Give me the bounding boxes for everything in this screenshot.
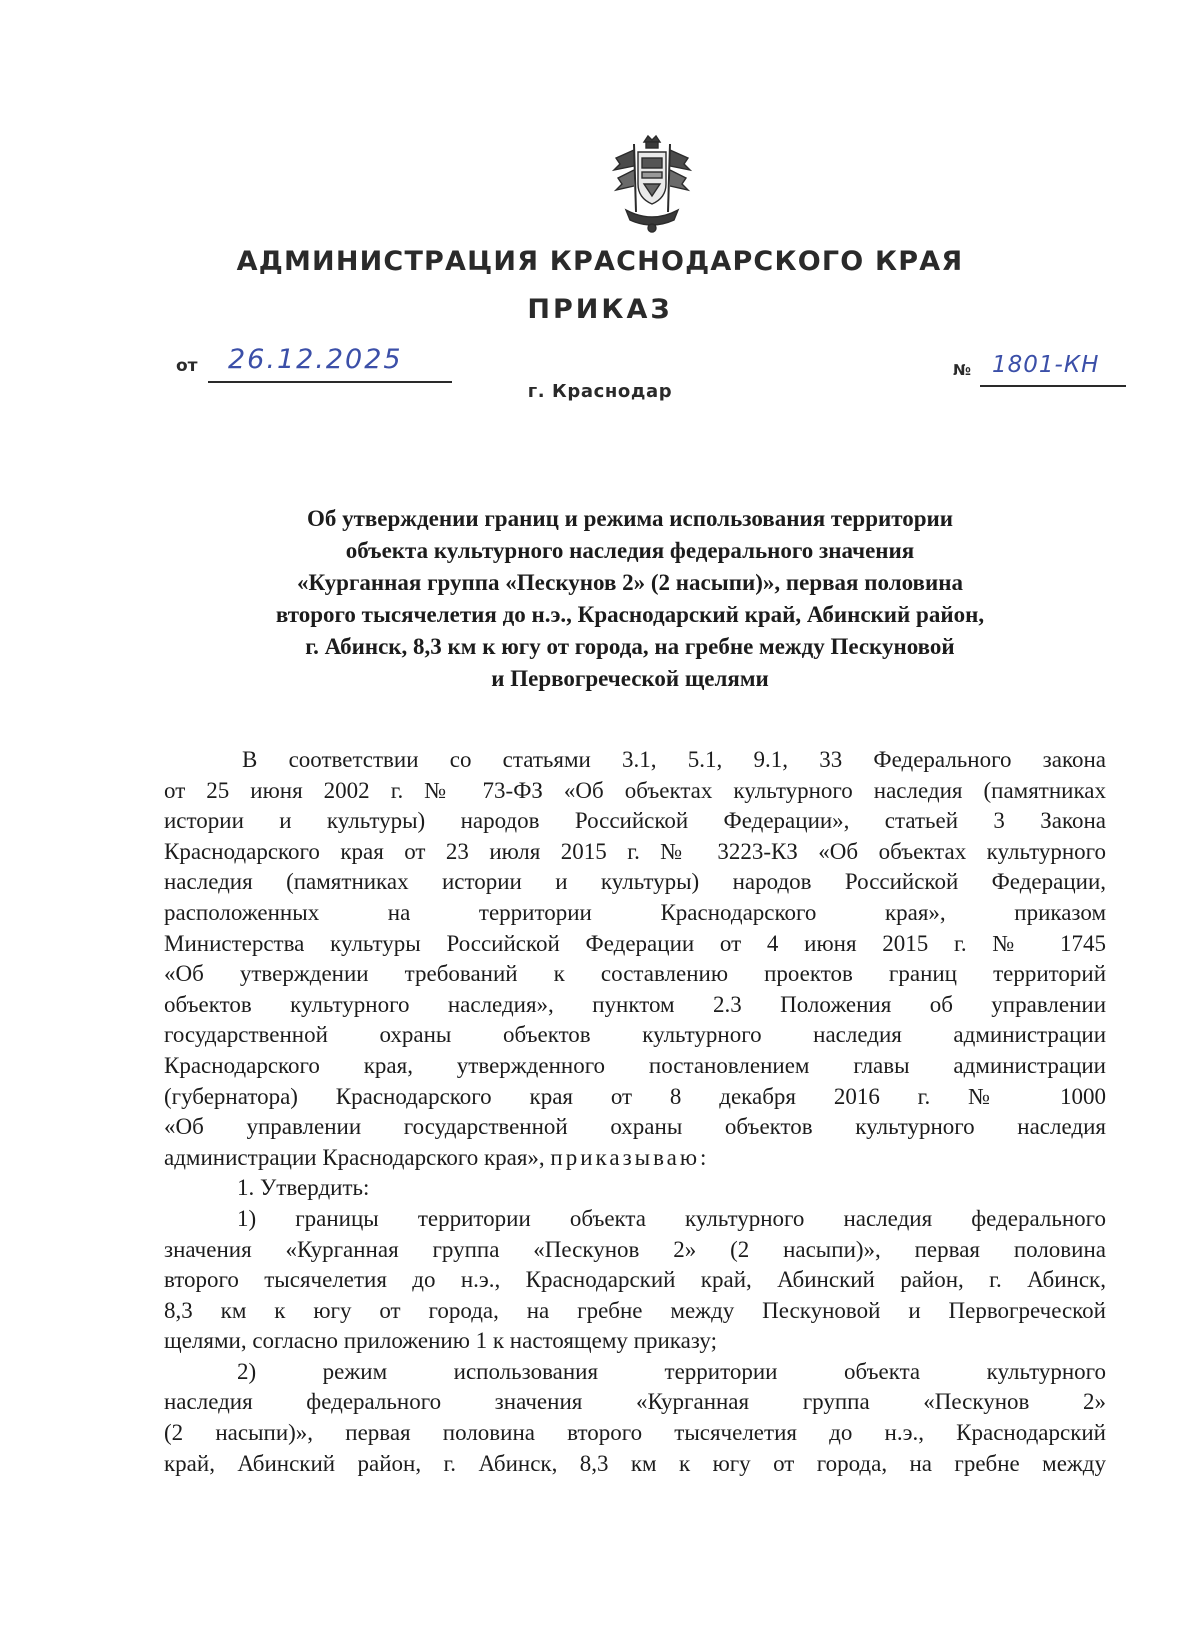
body-line: наследия федерального значения «Курганная группа «Пескунов 2» bbox=[164, 1389, 1106, 1415]
organization-title: АДМИНИСТРАЦИЯ КРАСНОДАРСКОГО КРАЯ bbox=[236, 246, 964, 277]
body-line: «Об утверждении требований к составлению проектов границ территорий bbox=[164, 961, 1106, 987]
document-type: ПРИКАЗ bbox=[527, 294, 673, 325]
body-line: Министерства культуры Российской Федерации от 4 июня 2015 г. № 1745 bbox=[164, 930, 1106, 956]
body-line: от 25 июня 2002 г. № 73-ФЗ «Об объектах культурного наследия (памятниках bbox=[164, 777, 1106, 803]
body-line: второго тысячелетия до н.э., Краснодарский край, Абинский район, г. Абинск, bbox=[164, 1267, 1106, 1293]
handwritten-number: 1801-КН bbox=[992, 352, 1100, 378]
body-line: государственной охраны объектов культурного наследия администрации bbox=[164, 1022, 1106, 1048]
item-heading: 1. Утвердить: bbox=[237, 1175, 370, 1201]
subject-line: Об утверждении границ и режима использования территории bbox=[306, 506, 954, 531]
document-body bbox=[164, 745, 1106, 1479]
body-line: наследия (памятниках истории и культуры) народов Российской Федерации, bbox=[164, 869, 1106, 895]
body-line: объектов культурного наследия», пунктом 2.3 Положения об управлении bbox=[164, 991, 1106, 1017]
body-line: край, Абинский район, г. Абинск, 8,3 км к югу от города, на гребне между bbox=[164, 1450, 1106, 1476]
subject-line: г. Абинск, 8,3 км к югу от города, на гребне между Пескуновой bbox=[305, 634, 955, 659]
body-line: 8,3 км к югу от города, на гребне между Пескуновой и Первогреческой bbox=[164, 1297, 1106, 1323]
body-line bbox=[164, 1143, 1106, 1174]
document-subject bbox=[180, 503, 1080, 695]
body-line: расположенных на территории Краснодарского края», приказом bbox=[164, 899, 1106, 925]
body-line: В соответствии со статьями 3.1, 5.1, 9.1, 33 Федерального закона bbox=[242, 747, 1106, 772]
subject-line: второго тысячелетия до н.э., Краснодарский край, Абинский район, bbox=[275, 602, 985, 627]
subject-line: «Курганная группа «Пескунов 2» (2 насыпи)», первая половина bbox=[297, 570, 963, 595]
number-underline bbox=[980, 385, 1126, 387]
coat-of-arms-icon bbox=[604, 132, 700, 234]
handwritten-date: 26.12.2025 bbox=[228, 344, 403, 375]
body-line: 2) режим использования территории объекта культурного bbox=[237, 1358, 1106, 1384]
subject-line: и Первогреческой щелями bbox=[491, 666, 769, 691]
body-line: Краснодарского края от 23 июля 2015 г. № 3223-КЗ «Об объектах культурного bbox=[164, 838, 1106, 864]
city-name: г. Краснодар bbox=[527, 381, 673, 402]
body-line: «Об управлении государственной охраны объектов культурного наследия bbox=[164, 1114, 1106, 1140]
body-line: щелями, согласно приложению 1 к настоящему приказу; bbox=[164, 1328, 717, 1354]
body-line: значения «Курганная группа «Пескунов 2» (2 насыпи)», первая половина bbox=[164, 1236, 1106, 1262]
subject-line: объекта культурного наследия федерального значения bbox=[345, 538, 915, 563]
body-line: 1) границы территории объекта культурного наследия федерального bbox=[237, 1205, 1106, 1231]
number-label: № bbox=[953, 361, 972, 379]
order-word: приказываю: bbox=[550, 1144, 710, 1170]
body-line: истории и культуры) народов Российской Федерации», статьей 3 Закона bbox=[164, 808, 1106, 834]
body-line: (губернатора) Краснодарского края от 8 декабря 2016 г. № 1000 bbox=[164, 1083, 1106, 1109]
preamble-ending: администрации Краснодарского края», bbox=[164, 1144, 545, 1170]
body-line: (2 насыпи)», первая половина второго тысячелетия до н.э., Краснодарский bbox=[164, 1420, 1106, 1446]
body-line: Краснодарского края, утвержденного постановлением главы администрации bbox=[164, 1052, 1106, 1078]
date-label: от bbox=[176, 356, 198, 376]
